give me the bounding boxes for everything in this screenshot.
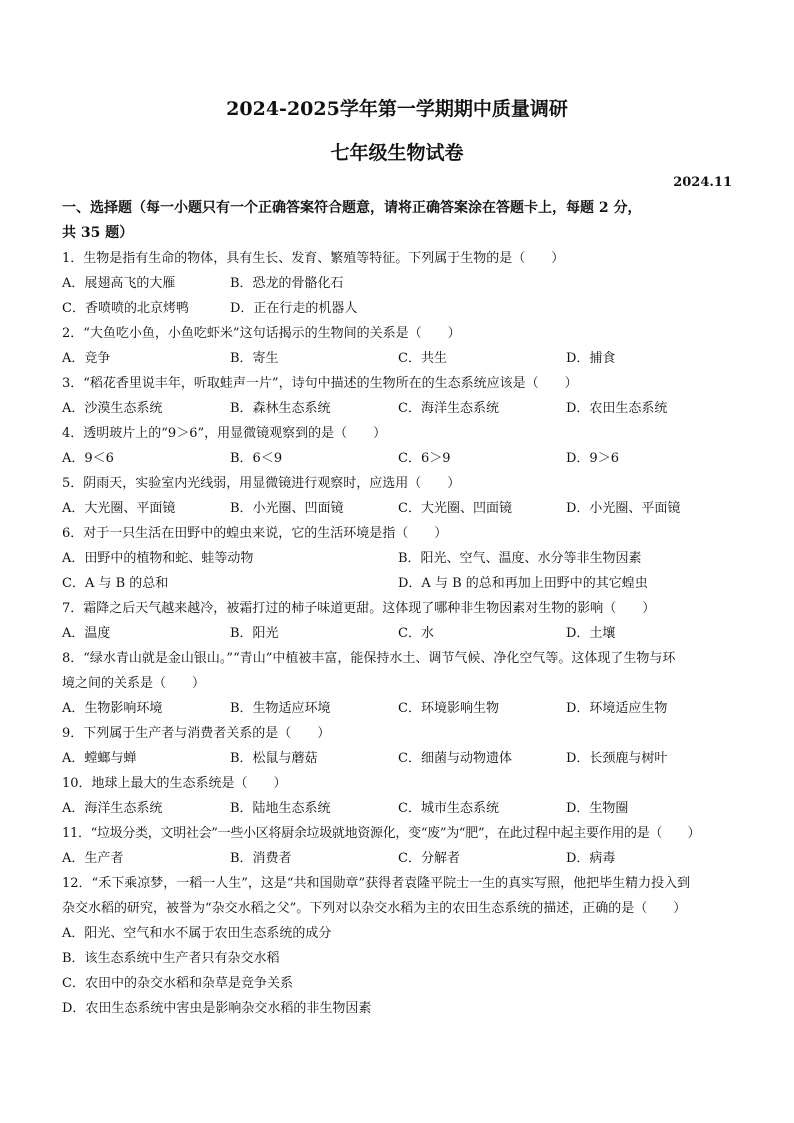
question-6-options-row1 xyxy=(62,546,736,571)
option-c: C．大光圈、凹面镜 xyxy=(398,501,512,516)
option-c: C．6＞9 xyxy=(398,451,451,466)
question-12-option-b: B．该生态系统中生产者只有杂交水稻 xyxy=(62,951,280,966)
section-heading-line1: 一、选择题（每一小题只有一个正确答案符合题意，请将正确答案涂在答题卡上，每题 2 分， xyxy=(62,200,642,216)
option-c: C．水 xyxy=(398,626,434,641)
question-6-options-row2 xyxy=(62,571,736,596)
question-4-options xyxy=(62,446,736,471)
option-a: A．沙漠生态系统 xyxy=(62,401,163,416)
option-d: D．小光圈、平面镜 xyxy=(566,501,681,516)
option-d: D．土壤 xyxy=(566,626,616,641)
option-b: B．6＜9 xyxy=(230,451,283,466)
option-a: A．生产者 xyxy=(62,851,124,866)
question-5-stem: 5．阴雨天，实验室内光线弱，用显微镜进行观察时，应选用（ ） xyxy=(62,476,461,491)
option-c: C．城市生态系统 xyxy=(398,801,499,816)
option-a: A．大光圈、平面镜 xyxy=(62,501,176,516)
exam-title: 2024-2025学年第一学期期中质量调研 xyxy=(226,98,568,120)
question-8-stem-line1: 8．“绿水青山就是金山银山。”“青山”中植被丰富，能保持水土、调节气候、净化空气等。这体现了生物与环 xyxy=(62,651,676,666)
option-d: D．长颈鹿与树叶 xyxy=(566,751,668,766)
question-3-options xyxy=(62,396,736,421)
question-2-stem: 2．“大鱼吃小鱼，小鱼吃虾米”这句话揭示的生物间的关系是（ ） xyxy=(62,326,461,341)
option-c: C．细菌与动物遗体 xyxy=(398,751,512,766)
option-d: D．环境适应生物 xyxy=(566,701,668,716)
option-a: A．螳螂与蝉 xyxy=(62,751,137,766)
question-3-stem: 3．“稻花香里说丰年，听取蛙声一片”，诗句中描述的生物所在的生态系统应该是（ ） xyxy=(62,376,578,391)
question-4-stem: 4．透明玻片上的“9＞6”，用显微镜观察到的是（ ） xyxy=(62,426,387,441)
question-5-options xyxy=(62,496,736,521)
option-d: D．农田生态系统 xyxy=(566,401,668,416)
option-c: C．A 与 B 的总和 xyxy=(62,576,169,591)
option-a: A．田野中的植物和蛇、蛙等动物 xyxy=(62,551,254,566)
question-list xyxy=(62,196,736,1021)
question-6-stem: 6．对于一只生活在田野中的蝗虫来说，它的生活环境是指（ ） xyxy=(62,526,448,541)
question-9-options xyxy=(62,746,736,771)
section-heading-line2: 共 35 题） xyxy=(62,225,134,241)
option-a: A．海洋生态系统 xyxy=(62,801,163,816)
option-c: C．环境影响生物 xyxy=(398,701,499,716)
question-10-stem: 10．地球上最大的生态系统是（ ） xyxy=(62,776,287,791)
option-b: B．消费者 xyxy=(230,851,292,866)
exam-date: 2024.11 xyxy=(673,175,732,190)
option-a: A．展翅高飞的大雁 xyxy=(62,276,176,291)
question-2-options xyxy=(62,346,736,371)
option-b: B．恐龙的骨骼化石 xyxy=(230,276,344,291)
option-a: A．9＜6 xyxy=(62,451,114,466)
question-1-options-row2 xyxy=(62,296,736,321)
question-7-options xyxy=(62,621,736,646)
question-1-stem: 1．生物是指有生命的物体，具有生长、发育、繁殖等特征。下列属于生物的是（ ） xyxy=(62,251,565,266)
option-b: B．寄生 xyxy=(230,351,279,366)
question-10-options xyxy=(62,796,736,821)
question-7-stem: 7．霜降之后天气越来越冷，被霜打过的柿子味道更甜。这体现了哪种非生物因素对生物的影响（ ） xyxy=(62,601,656,616)
exam-subtitle: 七年级生物试卷 xyxy=(330,142,464,164)
question-9-stem: 9．下列属于生产者与消费者关系的是（ ） xyxy=(62,726,331,741)
option-b: B．阳光、空气、温度、水分等非生物因素 xyxy=(398,551,642,566)
question-8-options xyxy=(62,696,736,721)
option-d: D．生物圈 xyxy=(566,801,629,816)
option-c: C．香喷喷的北京烤鸭 xyxy=(62,301,189,316)
option-d: D．A 与 B 的总和再加上田野中的其它蝗虫 xyxy=(398,576,648,591)
option-d: D．正在行走的机器人 xyxy=(230,301,358,316)
option-b: B．松鼠与蘑菇 xyxy=(230,751,318,766)
question-12-option-c: C．农田中的杂交水稻和杂草是竞争关系 xyxy=(62,976,293,991)
question-8-stem-line2: 境之间的关系是（ ） xyxy=(62,676,206,691)
option-a: A．温度 xyxy=(62,626,111,641)
option-b: B．陆地生态系统 xyxy=(230,801,331,816)
option-c: C．分解者 xyxy=(398,851,460,866)
option-a: A．生物影响环境 xyxy=(62,701,163,716)
question-11-options xyxy=(62,846,736,871)
option-d: D．9＞6 xyxy=(566,451,619,466)
option-b: B．生物适应环境 xyxy=(230,701,331,716)
option-b: B．阳光 xyxy=(230,626,279,641)
option-b: B．森林生态系统 xyxy=(230,401,331,416)
question-12-stem-line2: 杂交水稻的研究，被誉为“杂交水稻之父”。下列对以杂交水稻为主的农田生态系统的描述，正确的是（ ） xyxy=(62,901,687,916)
question-12-option-d: D．农田生态系统中害虫是影响杂交水稻的非生物因素 xyxy=(62,1001,372,1016)
option-c: C．共生 xyxy=(398,351,447,366)
question-12-option-a: A．阳光、空气和水不属于农田生态系统的成分 xyxy=(62,926,332,941)
question-1-options-row1 xyxy=(62,271,736,296)
option-d: D．捕食 xyxy=(566,351,616,366)
option-d: D．病毒 xyxy=(566,851,616,866)
question-12-stem-line1: 12．“禾下乘凉梦，一稻一人生”，这是“共和国勋章”获得者袁隆平院士一生的真实写照，他把毕生精力投入到 xyxy=(62,876,691,891)
option-c: C．海洋生态系统 xyxy=(398,401,499,416)
option-b: B．小光圈、凹面镜 xyxy=(230,501,344,516)
question-11-stem: 11．“垃圾分类，文明社会”一些小区将厨余垃圾就地资源化，变“废”为“肥”，在此过程中起主要作用的是（ ） xyxy=(62,826,701,841)
option-a: A．竞争 xyxy=(62,351,111,366)
